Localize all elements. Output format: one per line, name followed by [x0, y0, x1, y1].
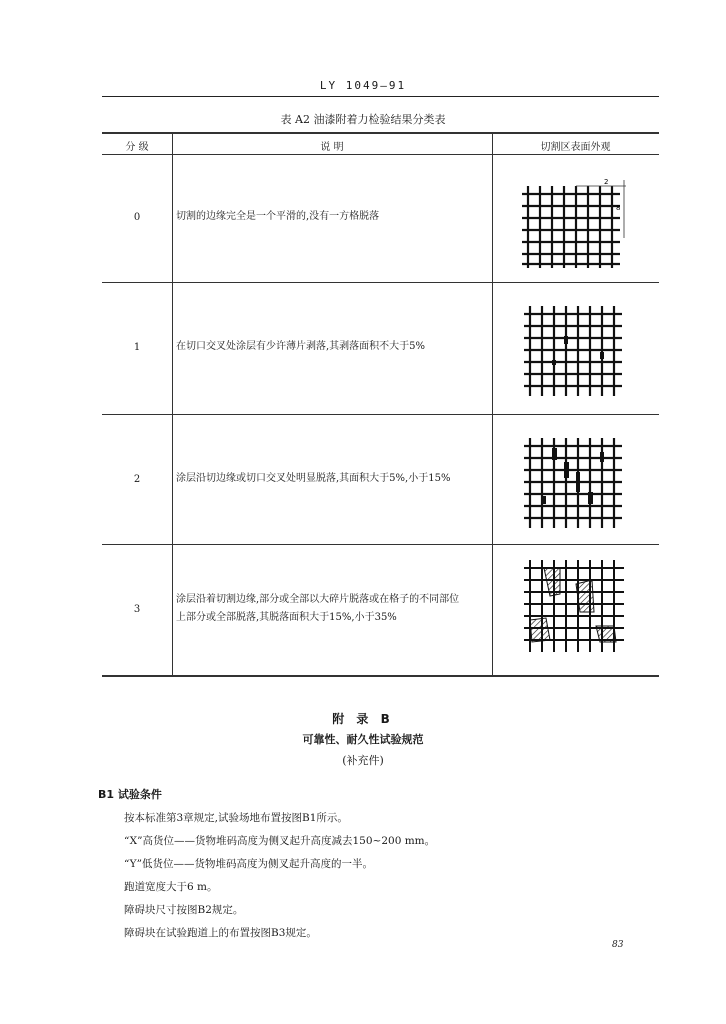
side-label: 8 [616, 204, 621, 212]
grade-description [176, 208, 492, 226]
grade-value: 0 [133, 212, 141, 223]
standard-code: LY 1049—91 [319, 79, 407, 92]
grade-description [176, 591, 492, 627]
description-line: 在切口交叉处涂层有少许薄片剥落,其剥落面积不大于5% [176, 341, 426, 352]
row-separator [102, 414, 659, 415]
appendix-subtitle: 可靠性、耐久性试验规范 [302, 733, 424, 746]
body-line: “X”高货位——货物堆码高度为侧叉起升高度减去150~200 mm。 [124, 835, 436, 847]
body-line: 跑道宽度大于6 m。 [124, 881, 218, 893]
description-line: 上部分或全部脱落,其脱落面积大于15%,小于35% [176, 612, 397, 623]
section-heading: B1 试验条件 [98, 788, 162, 801]
appendix-title: 附 录 B [332, 712, 394, 726]
grade-value: 1 [133, 342, 141, 353]
table-caption: 表 A2 油漆附着力检验结果分类表 [280, 113, 446, 126]
description-line: 切割的边缘完全是一个平滑的,没有一方格脱落 [176, 211, 380, 222]
cross-cut-figure-grade-3 [520, 556, 630, 656]
page-number: 83 [612, 940, 624, 950]
body-line: 障碍块尺寸按图B2规定。 [124, 904, 244, 916]
header-description: 说 明 [320, 142, 344, 153]
header-separator [102, 154, 659, 155]
column-divider [492, 132, 493, 676]
description-line: 涂层沿切边缘或切口交叉处明显脱落,其面积大于5%,小于15% [176, 473, 451, 484]
header-rule [102, 96, 659, 97]
appendix-note: (补充件) [342, 754, 384, 767]
header-appearance: 切割区表面外观 [540, 142, 611, 153]
grade-description [176, 338, 492, 356]
cross-cut-figure-grade-2 [520, 432, 630, 532]
body-line: 障碍块在试验跑道上的布置按图B3规定。 [124, 927, 317, 939]
header-grade: 分 级 [125, 142, 149, 153]
table-bottom-border [102, 675, 659, 677]
body-line: 按本标准第3章规定,试验场地布置按图B1所示。 [124, 812, 348, 824]
table-top-border [102, 132, 659, 134]
grade-description [176, 470, 492, 488]
row-separator [102, 282, 659, 283]
grade-value: 2 [133, 474, 141, 485]
grade-value: 3 [133, 604, 141, 615]
cross-cut-figure-grade-1 [520, 300, 630, 400]
spacing-label: 2 [604, 178, 609, 186]
description-line: 涂层沿着切割边缘,部分或全部以大碎片脱落或在格子的不同部位 [176, 594, 460, 605]
row-separator [102, 544, 659, 545]
column-divider [172, 132, 173, 676]
body-line: “Y”低货位——货物堆码高度为侧叉起升高度的一半。 [124, 858, 373, 870]
cross-cut-figure-grade-0 [520, 176, 630, 276]
